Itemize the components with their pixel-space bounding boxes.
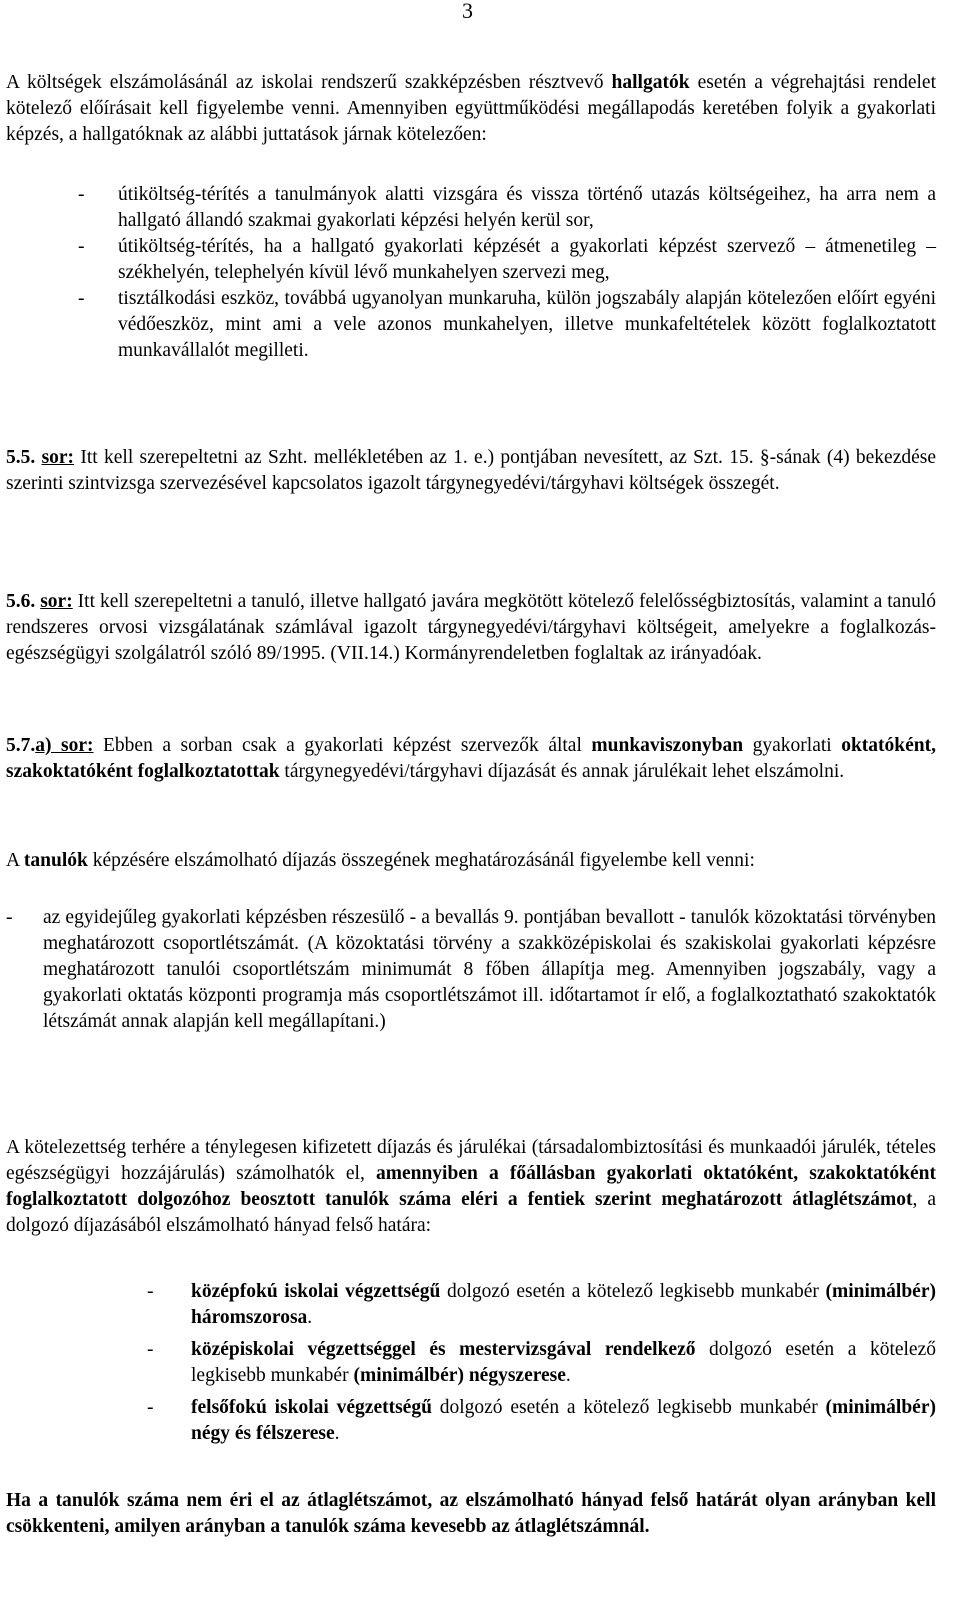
text-run: A bbox=[6, 850, 24, 871]
final-paragraph bbox=[6, 1488, 936, 1540]
list-item-text: tisztálkodási eszköz, továbbá ugyanolyan munkaruha, külön jogszabály alapján kötelezően előírt egyéni védőeszköz, mint ami a vele azonos munkahelyen, illetve munkafeltételek között foglalkoztatott munkavállalót megilleti. bbox=[118, 288, 936, 361]
bold-run: hallgatók bbox=[611, 72, 690, 93]
list-item bbox=[78, 234, 936, 286]
text-run: képzésére elszámolható díjazás összegének meghatározásánál figyelembe kell venni: bbox=[87, 850, 755, 871]
section-number: 5.7. bbox=[6, 735, 36, 756]
text-run: . bbox=[334, 1423, 340, 1444]
bold-run: Ha a tanulók száma nem éri el az átlaglétszámot, az elszámolható hányad felső határát olyan arányban kell csökkenteni, amilyen arányban a tanulók száma kevesebb az átlaglétszámnál. bbox=[6, 1490, 936, 1537]
section-5-5 bbox=[6, 445, 936, 497]
list-item bbox=[147, 1337, 936, 1389]
text-run: , a dolgozó díjazásából elszámolható hányad felső határa: bbox=[6, 1189, 936, 1236]
list-dash: - bbox=[147, 1339, 154, 1360]
bold-run: (minimálbér) négyszerese bbox=[353, 1365, 566, 1386]
page-number: 3 bbox=[462, 0, 473, 23]
list-dash: - bbox=[6, 907, 13, 928]
section-label: sor: bbox=[41, 447, 75, 468]
list-item bbox=[6, 905, 936, 1035]
list-dash: - bbox=[147, 1281, 154, 1302]
text-run: . bbox=[307, 1307, 313, 1328]
bold-run: amennyiben a főállásban gyakorlati oktatóként, szakoktatóként foglalkoztatott dolgozóhoz beosztott tanulók száma eléri a fentiek szerint meghatározott átlaglétszámot bbox=[6, 1163, 937, 1210]
text-run: . bbox=[565, 1365, 571, 1386]
student-count-list bbox=[6, 905, 936, 1035]
text-run: dolgozó esetén a kötelező legkisebb munkabér bbox=[440, 1281, 826, 1302]
bold-run: (minimálbér) négy és félszerese bbox=[191, 1397, 936, 1444]
section-5-7 bbox=[6, 733, 936, 785]
section-number: 5.6. bbox=[6, 591, 36, 612]
bold-run: (minimálbér) háromszorosa bbox=[191, 1281, 936, 1328]
bold-run: oktatóként, szakoktatóként foglalkoztatottak bbox=[6, 735, 936, 782]
students-paragraph bbox=[6, 848, 936, 874]
text-run: A költségek elszámolásánál az iskolai rendszerű szakképzésben résztvevő bbox=[6, 72, 612, 93]
section-5-6 bbox=[6, 589, 936, 667]
text-run: A kötelezettség terhére a ténylegesen kifizetett díjazás és járulékai (társadalombiztosítási és munkaadói járulék, tételes egészségügyi hozzájárulás) számolhatók el, bbox=[6, 1137, 936, 1184]
list-item bbox=[147, 1395, 936, 1447]
list-item bbox=[147, 1279, 936, 1331]
list-item-text: útiköltség-térítés, ha a hallgató gyakorlati képzését a gyakorlati képzést szervező – átmenetileg – székhelyén, telephelyén kívül lévő munkahelyen szervezi meg, bbox=[118, 236, 936, 283]
obligation-paragraph bbox=[6, 1135, 936, 1239]
text-run: dolgozó esetén a kötelező legkisebb munkabér bbox=[431, 1397, 826, 1418]
allowance-list bbox=[78, 182, 936, 364]
text-run: dolgozó esetén a kötelező legkisebb munkabér bbox=[191, 1339, 936, 1386]
list-item bbox=[78, 182, 936, 234]
section-label: sor: bbox=[40, 591, 73, 612]
bold-run: felsőfokú iskolai végzettségű bbox=[191, 1397, 432, 1418]
list-item-text: útiköltség-térítés a tanulmányok alatti vizsgára és vissza történő utazás költségeihez, ha arra nem a hallgató állandó szakmai gyakorlati képzési helyén kerül sor, bbox=[118, 184, 936, 231]
section-label: a) sor: bbox=[35, 735, 94, 756]
list-dash: - bbox=[78, 184, 85, 205]
section-text: Itt kell szerepeltetni a tanuló, illetve hallgató javára megkötött kötelező felelősségbiztosítás, valamint a tanuló rendszeres orvosi vizsgálatának számlával igazolt tárgynegyedévi/tárgyhavi költségeit, amelyekre a foglalkozás-egészségügyi szolgálatról szóló 89/1995. (VII.14.) Kormányrendeletben foglaltak az irányadóak. bbox=[6, 591, 937, 664]
list-dash: - bbox=[78, 236, 85, 257]
text-run: tárgynegyedévi/tárgyhavi díjazását és annak járulékait lehet elszámolni. bbox=[279, 761, 845, 782]
text-run: Ebben a sorban csak a gyakorlati képzést szervezők által bbox=[93, 735, 592, 756]
section-text: Itt kell szerepeltetni az Szht. mellékletében az 1. e.) pontjában nevesített, az Szt. 15. §-sának (4) bekezdése szerinti szintvizsga szervezésével kapcsolatos igazolt tárgynegyedévi/tárgyhavi költségek összegét. bbox=[6, 447, 936, 494]
bold-run: középfokú iskolai végzettségű bbox=[191, 1281, 441, 1302]
section-number: 5.5. bbox=[6, 447, 36, 468]
bold-run: tanulók bbox=[23, 850, 88, 871]
bold-run: munkaviszonyban bbox=[591, 735, 744, 756]
bold-run: középiskolai végzettséggel és mestervizsgával rendelkező bbox=[191, 1339, 696, 1360]
text-run: esetén a végrehajtási rendelet kötelező előírásait kell figyelembe venni. Amennyiben együttműködési megállapodás keretében folyik a gyakorlati képzés, a hallgatóknak az alábbi juttatások járnak kötelezően: bbox=[6, 72, 936, 145]
list-item-text: az egyidejűleg gyakorlati képzésben részesülő - a bevallás 9. pontjában bevallott - tanulók közoktatási törvényben meghatározott csoportlétszámát. (A közoktatási törvény a szakközépiskolai és szakiskolai gyakorlati képzésre meghatározott tanulói csoportlétszám minimumát 8 főben állapítja meg. Amennyiben jogszabály, vagy a gyakorlati oktatás központi programja más csoportlétszámot ill. időtartamot ír elő, a foglalkoztatható szakoktatók létszámát annak alapján kell megállapítani.) bbox=[43, 907, 936, 1032]
text-run: gyakorlati bbox=[743, 735, 842, 756]
intro-paragraph bbox=[6, 70, 936, 148]
list-item bbox=[78, 286, 936, 364]
list-dash: - bbox=[78, 288, 85, 309]
wage-limit-list bbox=[147, 1279, 936, 1447]
list-dash: - bbox=[147, 1397, 154, 1418]
